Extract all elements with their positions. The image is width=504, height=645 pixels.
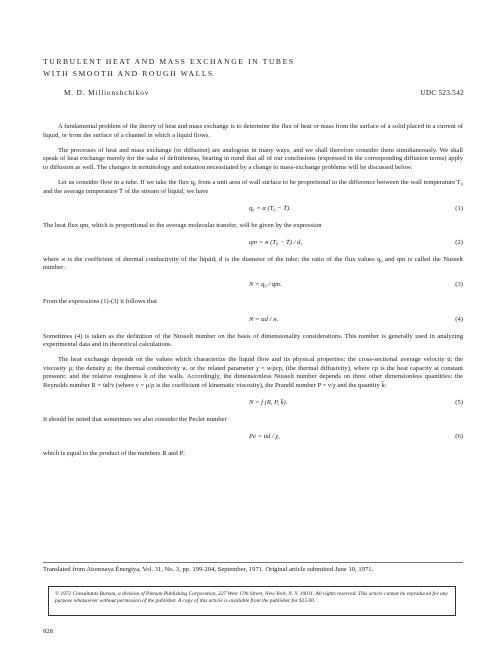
paragraph-intro: A fundamental problem of the theory of heat and mass exchange is to determine the flux of heat or mass from the surface of a solid placed in a current of liquid, or from the surface of a channel in which a liquid flows. <box>43 123 463 139</box>
equation-5 <box>43 397 463 411</box>
equation-4-number: (4) <box>455 315 463 323</box>
equation-5-number: (5) <box>455 399 463 407</box>
title-line-2: WITH SMOOTH AND ROUGH WALLS <box>43 69 214 78</box>
equation-5-expression: N = f (R, P, k̄). <box>249 399 288 407</box>
paragraph-analogy: The processes of heat and mass exchange (or diffusion) are analogous in many ways, and we shall therefore consider them simultaneously. We shall speak of heat exchange merely for the sake of definiteness, bearing in mind that all of our conclusions (expressed in the corresponding diffusion terms) apply to diffusion as well. The changes in terminology and notation necessitated by a change to mass-exchange problems will be discussed below. <box>43 146 463 171</box>
article-title <box>43 56 463 80</box>
equation-6-expression: Pe = ūd / χ, <box>249 433 280 441</box>
equation-1-expression: q₀ = α (T₀ − T̄). <box>249 204 291 212</box>
paragraph-tube-flow: Let us consider flow in a tube. If we take the flux q₀ from a unit area of wall surface to be proportional to the difference between the wall temperature T₀ and the average temperature T̄ of the stream of liquid, we have <box>43 178 463 195</box>
equation-1-number: (1) <box>455 204 463 212</box>
page-number: 928 <box>43 628 53 635</box>
equation-4 <box>43 314 463 328</box>
equation-3-expression: N = q₀ / qm. <box>249 281 282 289</box>
equation-2-expression: qm = ϰ (T₀ − T̄) / d, <box>249 238 302 246</box>
paragraph-dependencies: The heat exchange depends on the values which characterize the liquid flow and its physical properties: the cross-sectional average velocity ū; the viscosity μ; the density ρ; the thermal conductivity ϰ, or the related parameter χ = ϰ/ρcp, (the thermal diffusivity), where cp is the heat capacity at constant pressure; and the relative roughness k of the walls. Accordingly, the dimensionless Nusselt number depends on three other dimensionless quantities: the Reynolds number R = ūd/ν (where ν = μ/ρ is the coefficient of kinematic viscosity), the Prandtl number P = ν/χ and the quantity k̄: <box>43 356 463 389</box>
paragraph-peclet: It should be noted that sometimes we also consider the Peclet number <box>43 416 227 424</box>
equation-3 <box>43 279 463 293</box>
paragraph-product: which is equal to the product of the numbers R and P: <box>43 450 185 458</box>
author-name: M. D. Millionshchikov <box>64 89 150 97</box>
translation-footnote: Translated from Atomnaya Énergiya, Vol. 31, No. 3, pp. 199-204, September, 1971. Original article submitted June 10, 1971. <box>43 566 374 573</box>
paragraph-heat-flux: The heat flux qm, which is proportional to the average molecular transfer, will be given by the expression <box>43 221 322 229</box>
footnote-divider <box>43 562 463 563</box>
equation-4-expression: N = αd / ϰ. <box>249 315 279 323</box>
title-line-1: TURBULENT HEAT AND MASS EXCHANGE IN TUBES <box>43 57 295 66</box>
equation-3-number: (3) <box>455 281 463 289</box>
paragraph-follows: From the expressions (1)-(3) it follows that <box>43 298 157 306</box>
equation-2 <box>43 237 463 251</box>
equation-2-number: (2) <box>455 238 463 246</box>
equation-1 <box>43 203 463 217</box>
copyright-notice: © 1972 Consultants Bureau, a division of Plenum Publishing Corporation, 227 West 17th Street, New York, N. Y. 10011. All rights reserved. This article cannot be reproduced for any purpose whatsoever without permission of the publisher. A copy of this article is available from the publisher for $15.00. <box>48 586 456 616</box>
article-body <box>43 123 463 465</box>
equation-6 <box>43 431 463 445</box>
equation-6-number: (6) <box>455 433 463 441</box>
paragraph-dimensionality: Sometimes (4) is taken as the definition of the Nusselt number on the basis of dimensionality considerations. This number is generally used in analyzing experimental data and in theoretical calculations. <box>43 332 463 349</box>
udc-code: UDC 523.542 <box>420 89 464 97</box>
paragraph-nusselt-def: where ϰ is the coefficient of thermal conductivity of the liquid; d is the diameter of the tube; the ratio of the flux values q₀ and qm is called the Nusselt number: <box>43 255 463 272</box>
